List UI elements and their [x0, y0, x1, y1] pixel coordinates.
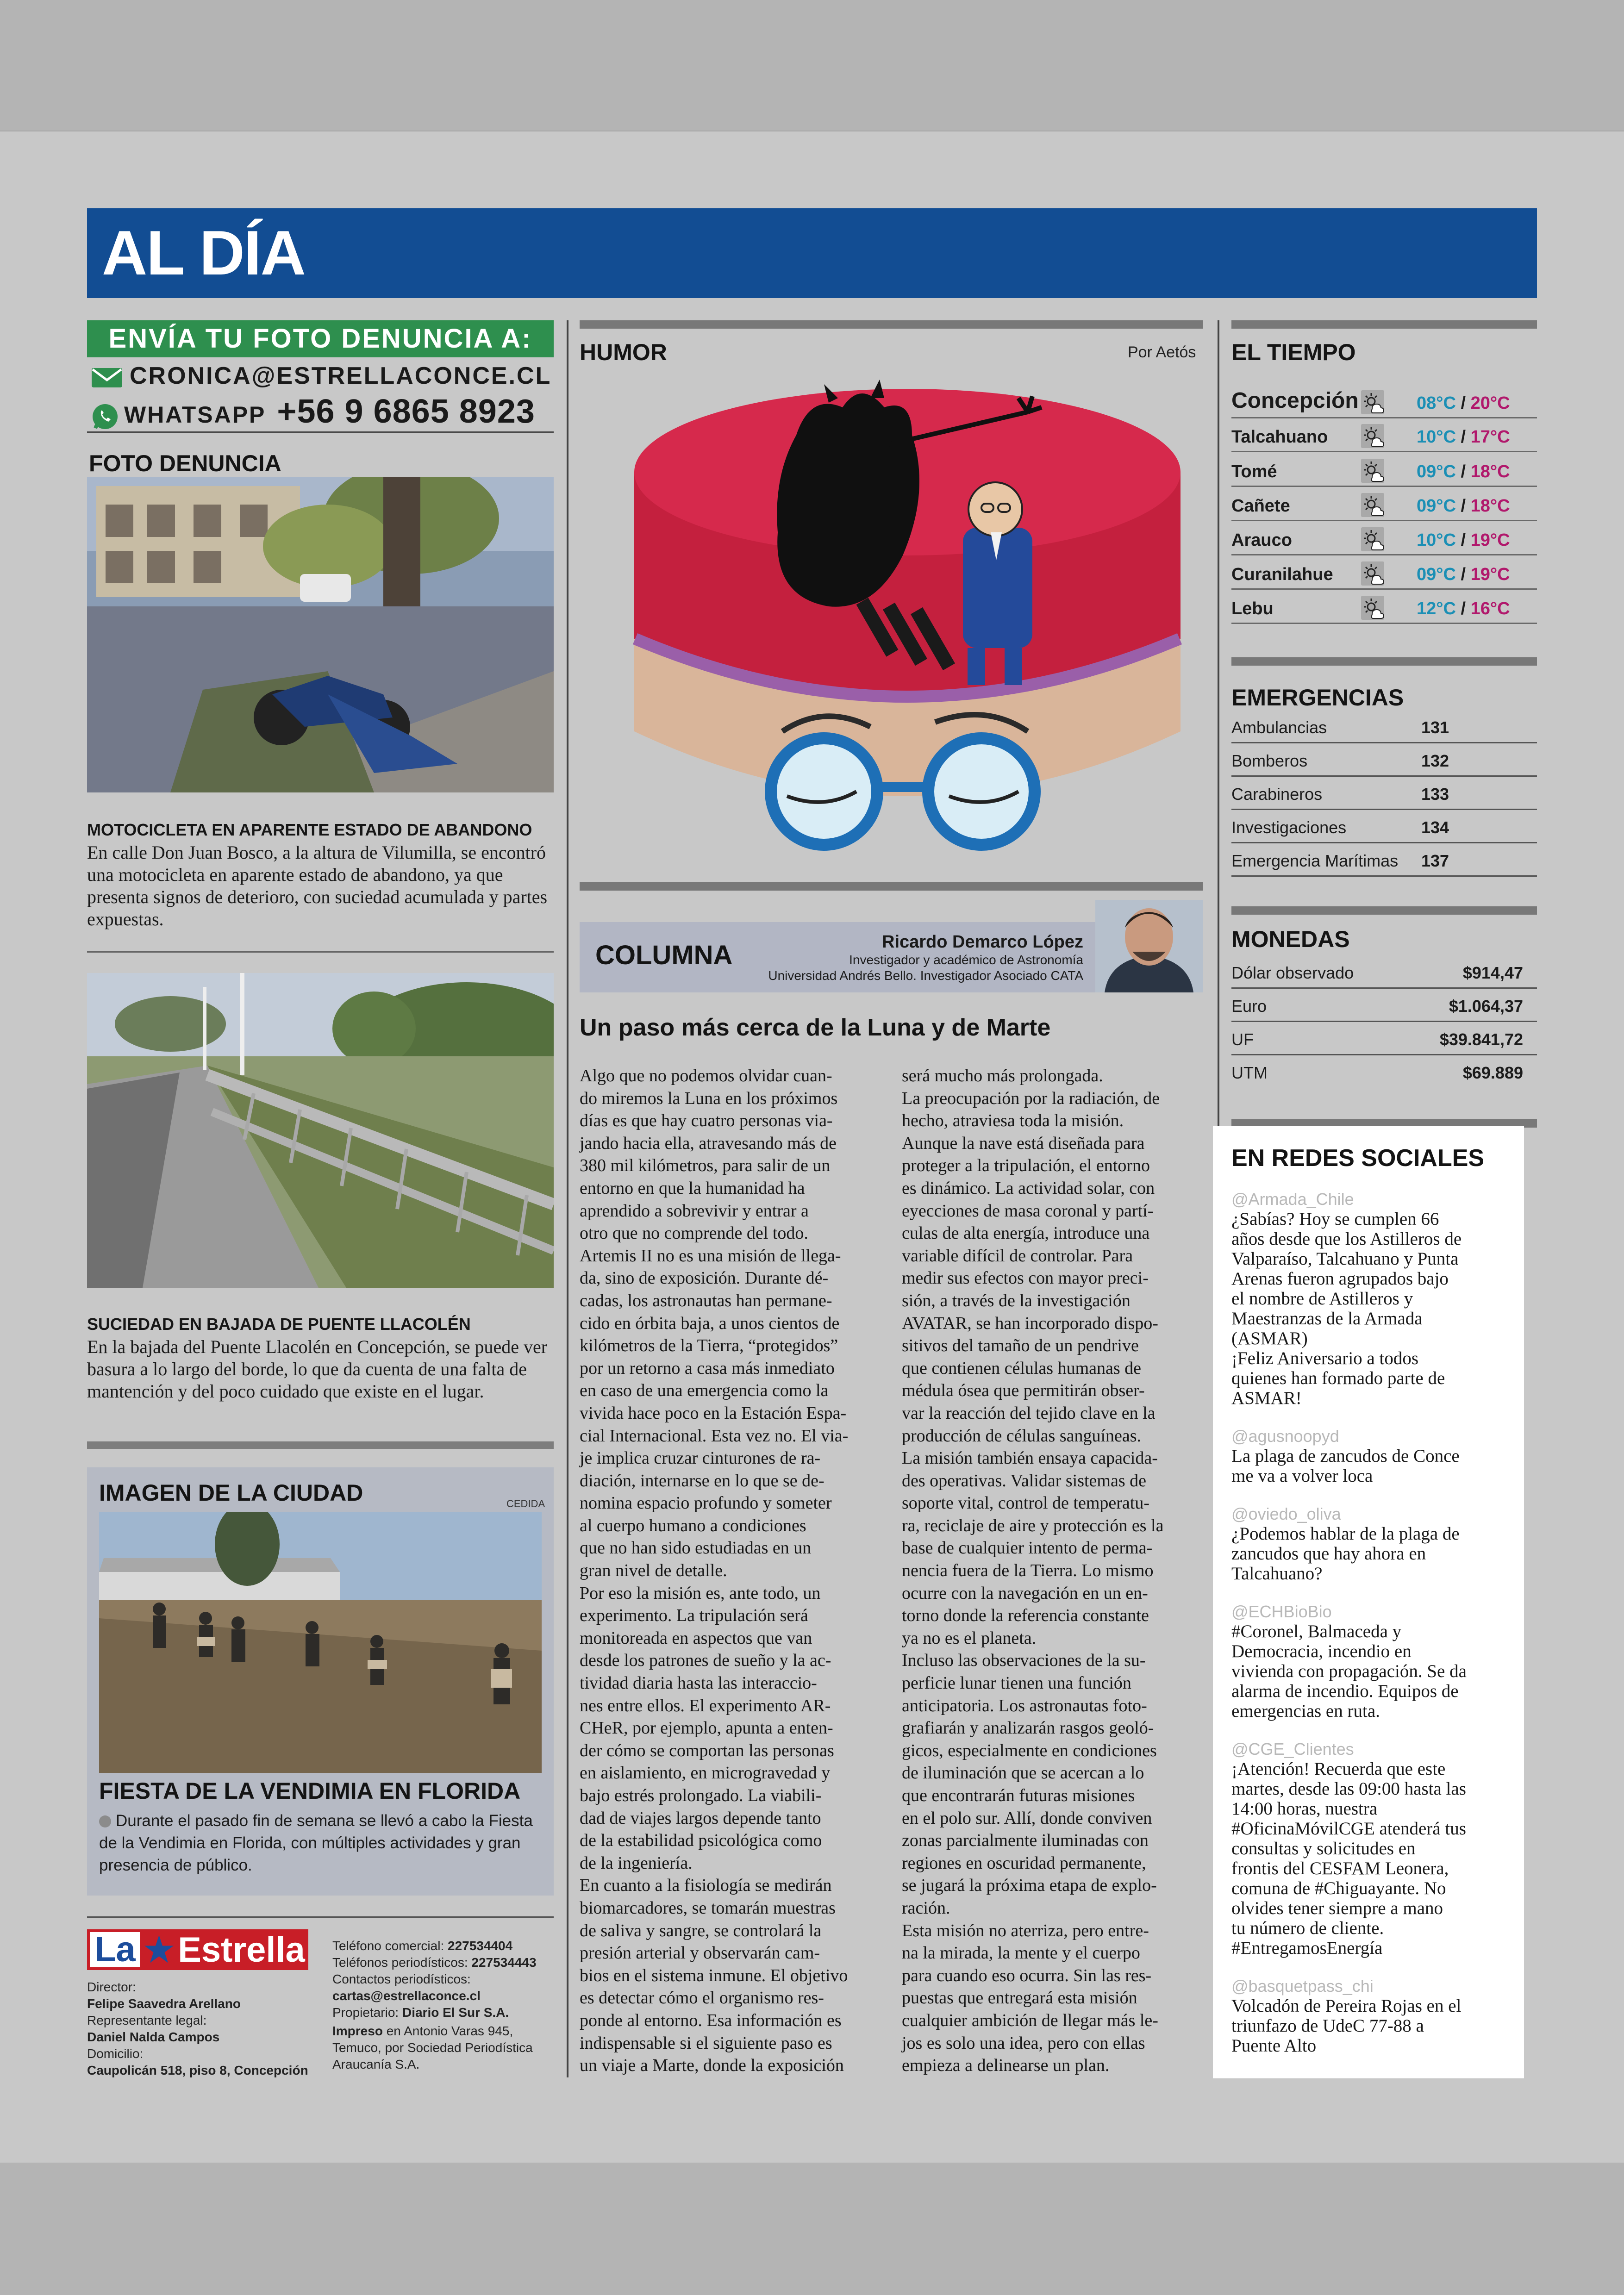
weather-row — [1231, 382, 1537, 418]
temp-min — [1417, 393, 1456, 413]
social-handle[interactable]: @agusnoopyd — [1231, 1427, 1339, 1446]
humor-title: HUMOR — [580, 339, 667, 365]
temp-max — [1471, 496, 1510, 516]
moneda-row — [1231, 1022, 1537, 1055]
partly-sunny-icon — [1361, 390, 1384, 414]
weather-city: Talcahuano — [1231, 427, 1328, 447]
moneda-value: $69.889 — [1462, 1063, 1523, 1082]
emergencia-number[interactable]: 132 — [1421, 751, 1449, 770]
temp-unit: °C — [1436, 462, 1456, 481]
social-handle[interactable]: @CGE_Clientes — [1231, 1740, 1354, 1759]
columna-role-1: Investigador y académico de Astronomía — [849, 953, 1083, 967]
social-post — [1231, 1740, 1518, 1958]
social-text: #Coronel, Balmaceda y Democracia, incendio en vivienda con propagación. Se da alarma de incendio. Equipos de emergencias en ruta. — [1231, 1621, 1467, 1721]
partly-sunny-icon — [1361, 424, 1384, 448]
emergencia-label: Emergencia Marítimas — [1231, 851, 1399, 870]
weather-temps — [1417, 462, 1510, 482]
director-label: Director: — [87, 1980, 136, 1994]
viewer-bottom-band — [0, 2163, 1624, 2295]
rep-name: Daniel Nalda Campos — [87, 2030, 220, 2044]
emergencia-row — [1231, 777, 1537, 810]
logo-la: La — [90, 1932, 140, 1967]
bridge-photo — [87, 973, 554, 1288]
impreso-label: Impreso — [332, 2024, 383, 2038]
masthead-staff — [87, 1979, 308, 2079]
tel-com-label: Teléfono comercial: — [332, 1939, 444, 1953]
weather-city: Concepción — [1231, 388, 1359, 413]
weather-temps — [1417, 565, 1510, 585]
moneda-row — [1231, 989, 1537, 1022]
tel-com[interactable]: 227534404 — [448, 1939, 513, 1953]
temp-unit: °C — [1490, 599, 1510, 618]
temp-max — [1471, 565, 1510, 584]
temp-min-value: 08 — [1417, 393, 1437, 413]
divider — [580, 320, 1203, 329]
impreso-1: en Antonio Varas 945, — [386, 2024, 513, 2038]
weather-temps — [1417, 530, 1510, 550]
logo-estrella: Estrella — [178, 1930, 305, 1970]
email-line — [91, 362, 551, 390]
social-post — [1231, 1190, 1518, 1408]
column-separator — [567, 320, 568, 2077]
temp-unit: °C — [1490, 565, 1510, 584]
vendimia-headline: FIESTA DE LA VENDIMIA EN FLORIDA — [99, 1778, 521, 1804]
temp-separator: / — [1455, 393, 1471, 413]
whatsapp-label: WHATSAPP — [124, 402, 266, 428]
moneda-label: Dólar observado — [1231, 963, 1354, 982]
masthead-contacts — [332, 1938, 537, 2073]
emergencia-number[interactable]: 134 — [1421, 818, 1449, 837]
temp-min — [1417, 462, 1456, 481]
moneda-row — [1231, 1055, 1537, 1087]
emergencia-number[interactable]: 137 — [1421, 851, 1449, 870]
divider — [87, 1441, 554, 1449]
domicilio-value: Caupolicán 518, piso 8, Concepción — [87, 2063, 308, 2077]
divider — [580, 882, 1203, 891]
weather-row — [1231, 519, 1537, 555]
author-photo — [1095, 900, 1203, 992]
divider — [1231, 320, 1537, 329]
social-text: ¿Podemos hablar de la plaga de zancudos que hay ahora en Talcahuano? — [1231, 1524, 1460, 1584]
columna-text-col-2: será mucho más prolongada. La preocupación por la radiación, de hecho, atraviesa toda la misión. Aunque la nave está diseñada para proteger a la tripulación, el entorno es dinámico. La actividad solar, con eyecciones de masa coronal y partí- culas de alta energía, introduce una variable difícil de controlar. Para medir sus efectos con mayor preci- sión, a través de la investigación AVATAR, se han incorporado dispo- sitivos del tamaño de un pendrive que contienen células humanas de médula ósea que permitirán obser- var la reacción del tejido clave en la producción de células sanguíneas. La misión también ensaya capacida- des operativas. Validar sistemas de soporte vital, control de temperatu- ra, reciclaje de aire y protección es la base de cualquier intento de perma- nencia fuera de la Tierra. Lo mismo ocurre con la navegación en un en- torno donde la referencia constante ya no es el planeta. Incluso las observaciones de la su- perficie lunar tienen una función anticipatoria. Los astronautas foto- grafiarán y analizarán rasgos geoló- gicos, especialmente en condiciones de iluminación que se acercan a lo que encontrarán futuras misiones en el polo sur. Allí, donde conviven zonas parcialmente iluminadas con regiones en oscuridad permanente, se jugará la próxima etapa de explo- ración. Esta misión no aterriza, pero entre- na la mirada, la mente y el cuerpo para cuando eso ocurra. Sin las res- puestas que entregará esta misión cualquier ambición de llegar más le- jos es solo una idea, pero con ellas empieza a delinearse un plan. — [902, 1066, 1164, 2076]
divider — [87, 431, 554, 433]
temp-separator: / — [1455, 565, 1471, 584]
emergencia-row — [1231, 810, 1537, 843]
emergencia-number[interactable]: 131 — [1421, 718, 1449, 737]
vendimia-caption — [99, 1810, 543, 1877]
temp-min — [1417, 599, 1456, 618]
impreso-3: Araucanía S.A. — [332, 2057, 420, 2071]
divider — [1231, 657, 1537, 666]
temp-unit: °C — [1436, 393, 1456, 413]
temp-min-value: 12 — [1417, 599, 1437, 618]
social-handle[interactable]: @ECHBioBio — [1231, 1602, 1332, 1621]
divider — [87, 1916, 554, 1918]
viewer-top-band — [0, 0, 1624, 131]
temp-max-value: 18 — [1470, 496, 1490, 516]
temp-unit: °C — [1490, 496, 1510, 516]
weather-temps — [1417, 599, 1510, 619]
temp-max-value: 17 — [1470, 427, 1490, 447]
imagen-ciudad-title: IMAGEN DE LA CIUDAD — [99, 1480, 363, 1506]
temp-min — [1417, 530, 1456, 550]
columna-label: COLUMNA — [595, 940, 733, 970]
moneda-value: $914,47 — [1462, 963, 1523, 982]
weather-row — [1231, 451, 1537, 487]
partly-sunny-icon — [1361, 493, 1384, 517]
social-handle[interactable]: @basquetpass_chi — [1231, 1977, 1374, 1996]
divider — [1231, 906, 1537, 915]
foto-denuncia-title: FOTO DENUNCIA — [89, 450, 281, 476]
weather-city: Cañete — [1231, 496, 1290, 516]
weather-row — [1231, 485, 1537, 521]
humor-byline: Por Aetós — [1128, 343, 1196, 361]
temp-max-value: 19 — [1470, 565, 1490, 584]
temp-separator: / — [1455, 599, 1471, 618]
temp-max — [1471, 530, 1510, 550]
contact-email[interactable]: CRONICA@ESTRELLACONCE.CL — [130, 362, 552, 389]
weather-city: Curanilahue — [1231, 565, 1333, 584]
weather-city: Arauco — [1231, 530, 1292, 550]
vendimia-photo — [99, 1512, 542, 1773]
columna-headline: Un paso más cerca de la Luna y de Marte — [580, 1014, 1051, 1041]
moneda-value: $1.064,37 — [1449, 997, 1523, 1016]
moneda-label: UF — [1231, 1030, 1254, 1049]
temp-unit: °C — [1436, 530, 1456, 550]
temp-max — [1471, 427, 1510, 447]
social-post — [1231, 1602, 1518, 1721]
temp-unit: °C — [1490, 462, 1510, 481]
propietario: Diario El Sur S.A. — [402, 2005, 509, 2020]
temp-unit: °C — [1490, 427, 1510, 447]
caption-2-body: En la bajada del Puente Llacolén en Concepción, se puede ver basura a lo largo del borde, lo que da cuenta de una falta de mantención y del poco cuidado que existe en el lugar. — [87, 1336, 548, 1402]
emergencias-title: EMERGENCIAS — [1231, 685, 1404, 711]
divider — [87, 951, 554, 953]
tel-per[interactable]: 227534443 — [471, 1955, 537, 1970]
temp-min — [1417, 496, 1456, 516]
temp-min — [1417, 565, 1456, 584]
envelope-icon — [91, 367, 123, 388]
propietario-label: Propietario: — [332, 2005, 399, 2020]
motorcycle-photo — [87, 477, 554, 792]
contactos-label: Contactos periodísticos: — [332, 1972, 471, 1986]
tiempo-title: EL TIEMPO — [1231, 339, 1356, 365]
emergencia-label: Bomberos — [1231, 751, 1308, 770]
social-handle[interactable]: @oviedo_oliva — [1231, 1504, 1341, 1523]
photo-credit: CEDIDA — [506, 1498, 545, 1509]
temp-max — [1471, 462, 1510, 481]
domicilio-label: Domicilio: — [87, 2046, 144, 2061]
social-post — [1231, 1504, 1518, 1584]
temp-separator: / — [1455, 427, 1471, 447]
temp-separator: / — [1455, 496, 1471, 516]
foto-denuncia-banner: ENVÍA TU FOTO DENUNCIA A: — [87, 320, 554, 357]
caption-1-title: MOTOCICLETA EN APARENTE ESTADO DE ABANDONO — [87, 820, 532, 839]
temp-min-value: 09 — [1417, 462, 1437, 481]
partly-sunny-icon — [1361, 459, 1384, 483]
columna-author: Ricardo Demarco López — [882, 932, 1083, 952]
emergencia-label: Ambulancias — [1231, 718, 1327, 737]
social-text: ¿Sabías? Hoy se cumplen 66 años desde que los Astilleros de Valparaíso, Talcahuano y Punta Arenas fueron agrupados bajo el nombre de Astilleros y Maestranzas de la Armada (ASMAR) ¡Feliz Aniversario a todos quienes han formado parte de ASMAR! — [1231, 1209, 1462, 1408]
temp-min — [1417, 427, 1456, 447]
star-icon: ★ — [142, 1928, 176, 1971]
whatsapp-number[interactable]: +56 9 6865 8923 — [277, 393, 535, 430]
emergencia-row — [1231, 843, 1537, 877]
social-text: ¡Atención! Recuerda que este martes, desde las 09:00 hasta las 14:00 horas, nuestra #OficinaMóvilCGE atenderá tus consultas y solicitudes en frontis del CESFAM Leonera, comuna de #Chiguayante. No olvides tener siempre a mano tu número de cliente. #EntregamosEnergía — [1231, 1759, 1466, 1958]
social-text: Volcadón de Pereira Rojas en el triunfazo de UdeC 77-88 a Puente Alto — [1231, 1996, 1462, 2056]
temp-max — [1471, 599, 1510, 618]
whatsapp-icon — [91, 402, 119, 431]
temp-max-value: 18 — [1470, 462, 1490, 481]
bullet-icon — [99, 1815, 111, 1827]
redes-title: EN REDES SOCIALES — [1231, 1145, 1485, 1172]
section-header-title: AL DÍA — [102, 218, 305, 288]
monedas-title: MONEDAS — [1231, 926, 1350, 952]
columna-role-2: Universidad Andrés Bello. Investigador Asociado CATA — [768, 968, 1083, 983]
temp-unit: °C — [1436, 599, 1456, 618]
moneda-label: Euro — [1231, 997, 1267, 1016]
temp-separator: / — [1455, 462, 1471, 481]
whatsapp-line — [91, 393, 535, 431]
weather-city: Tomé — [1231, 462, 1277, 481]
emergencia-row — [1231, 710, 1537, 743]
social-handle[interactable]: @Armada_Chile — [1231, 1190, 1354, 1209]
estrella-logo — [87, 1929, 308, 1970]
weather-row — [1231, 554, 1537, 590]
weather-city: Lebu — [1231, 599, 1274, 618]
temp-max — [1471, 393, 1510, 413]
temp-separator: / — [1455, 530, 1471, 550]
temp-unit: °C — [1490, 530, 1510, 550]
temp-min-value: 10 — [1417, 530, 1437, 550]
partly-sunny-icon — [1361, 596, 1384, 620]
moneda-label: UTM — [1231, 1063, 1268, 1082]
emergencia-label: Investigaciones — [1231, 818, 1347, 837]
temp-unit: °C — [1490, 393, 1510, 413]
humor-cartoon — [630, 380, 1185, 861]
emergencia-label: Carabineros — [1231, 785, 1323, 804]
temp-min-value: 09 — [1417, 496, 1437, 516]
social-post — [1231, 1977, 1518, 2056]
emergencia-number[interactable]: 133 — [1421, 785, 1449, 804]
contactos-email[interactable]: cartas@estrellaconce.cl — [332, 1989, 481, 2003]
caption-2-title: SUCIEDAD EN BAJADA DE PUENTE LLACOLÉN — [87, 1315, 471, 1334]
moneda-row — [1231, 955, 1537, 989]
columna-text-col-1: Algo que no podemos olvidar cuan- do miremos la Luna en los próximos días es que hay cuatro personas via- jando hacia ella, atravesando más de 380 mil kilómetros, para salir de un entorno en que la humanidad ha aprendido a sobrevivir y entrar a otro que no comprende del todo. Artemis II no es una misión de llega- da, sino de exposición. Durante dé- cadas, los astronautas han permane- cido en órbita baja, a unos cientos de kilómetros de la Tierra, “protegidos” por un retorno a casa más inmediato en caso de una emergencia como la vivida hace poco en la Estación Espa- cial Internacional. Esta vez no. El via- je implica cruzar cinturones de ra- diación, internarse en lo que se de- nomina espacio profundo y someter al cuerpo humano a condiciones que no han sido estudiadas en un gran nivel de detalle. Por eso la misión es, ante todo, un experimento. La tripulación será monitoreada en aspectos que van desde los patrones de sueño y la ac- tividad diaria hasta las interaccio- nes entre ellos. El experimento AR- CHeR, por ejemplo, apunta a enten- der cómo se comportan las personas en aislamiento, en microgravedad y bajo estrés prolongado. La viabili- dad de viajes largos depende tanto de la estabilidad psicológica como de la ingeniería. En cuanto a la fisiología se medirán biomarcadores, se tomarán muestras de saliva y sangre, se controlará la presión arterial y observarán cam- bios en el sistema inmune. El objetivo es detectar cómo el organismo res- ponde al entorno. Esa información es indispensable si el siguiente paso es un viaje a Marte, donde la exposición — [580, 1066, 849, 2076]
emergencia-row — [1231, 743, 1537, 777]
caption-1-body: En calle Don Juan Bosco, a la altura de Vilumilla, se encontró una motocicleta en aparente estado de abandono, ya que presenta signos de deterioro, con suciedad acumulada y partes expuestas. — [87, 842, 548, 929]
weather-temps — [1417, 496, 1510, 516]
moneda-value: $39.841,72 — [1439, 1030, 1523, 1049]
temp-max-value: 20 — [1470, 393, 1490, 413]
temp-min-value: 10 — [1417, 427, 1437, 447]
tel-per-label: Teléfonos periodísticos: — [332, 1955, 468, 1970]
partly-sunny-icon — [1361, 561, 1384, 586]
temp-min-value: 09 — [1417, 565, 1437, 584]
weather-row — [1231, 588, 1537, 624]
temp-max-value: 19 — [1470, 530, 1490, 550]
weather-row — [1231, 416, 1537, 452]
social-post — [1231, 1427, 1518, 1486]
director-name: Felipe Saavedra Arellano — [87, 1996, 241, 2011]
column-separator — [1218, 320, 1219, 1126]
temp-unit: °C — [1436, 496, 1456, 516]
temp-unit: °C — [1436, 427, 1456, 447]
vendimia-caption-text: Durante el pasado fin de semana se llevó a cabo la Fiesta de la Vendimia en Florida, con múltiples actividades y gran presencia de público. — [99, 1812, 533, 1874]
temp-max-value: 16 — [1470, 599, 1490, 618]
columna-author-block — [741, 932, 1083, 984]
rep-label: Representante legal: — [87, 2013, 207, 2027]
social-text: La plaga de zancudos de Conce me va a volver loca — [1231, 1446, 1460, 1486]
impreso-2: Temuco, por Sociedad Periodística — [332, 2040, 533, 2055]
partly-sunny-icon — [1361, 527, 1384, 551]
temp-unit: °C — [1436, 565, 1456, 584]
weather-temps — [1417, 427, 1510, 447]
redes-posts — [1231, 1190, 1518, 2074]
weather-temps — [1417, 393, 1510, 413]
